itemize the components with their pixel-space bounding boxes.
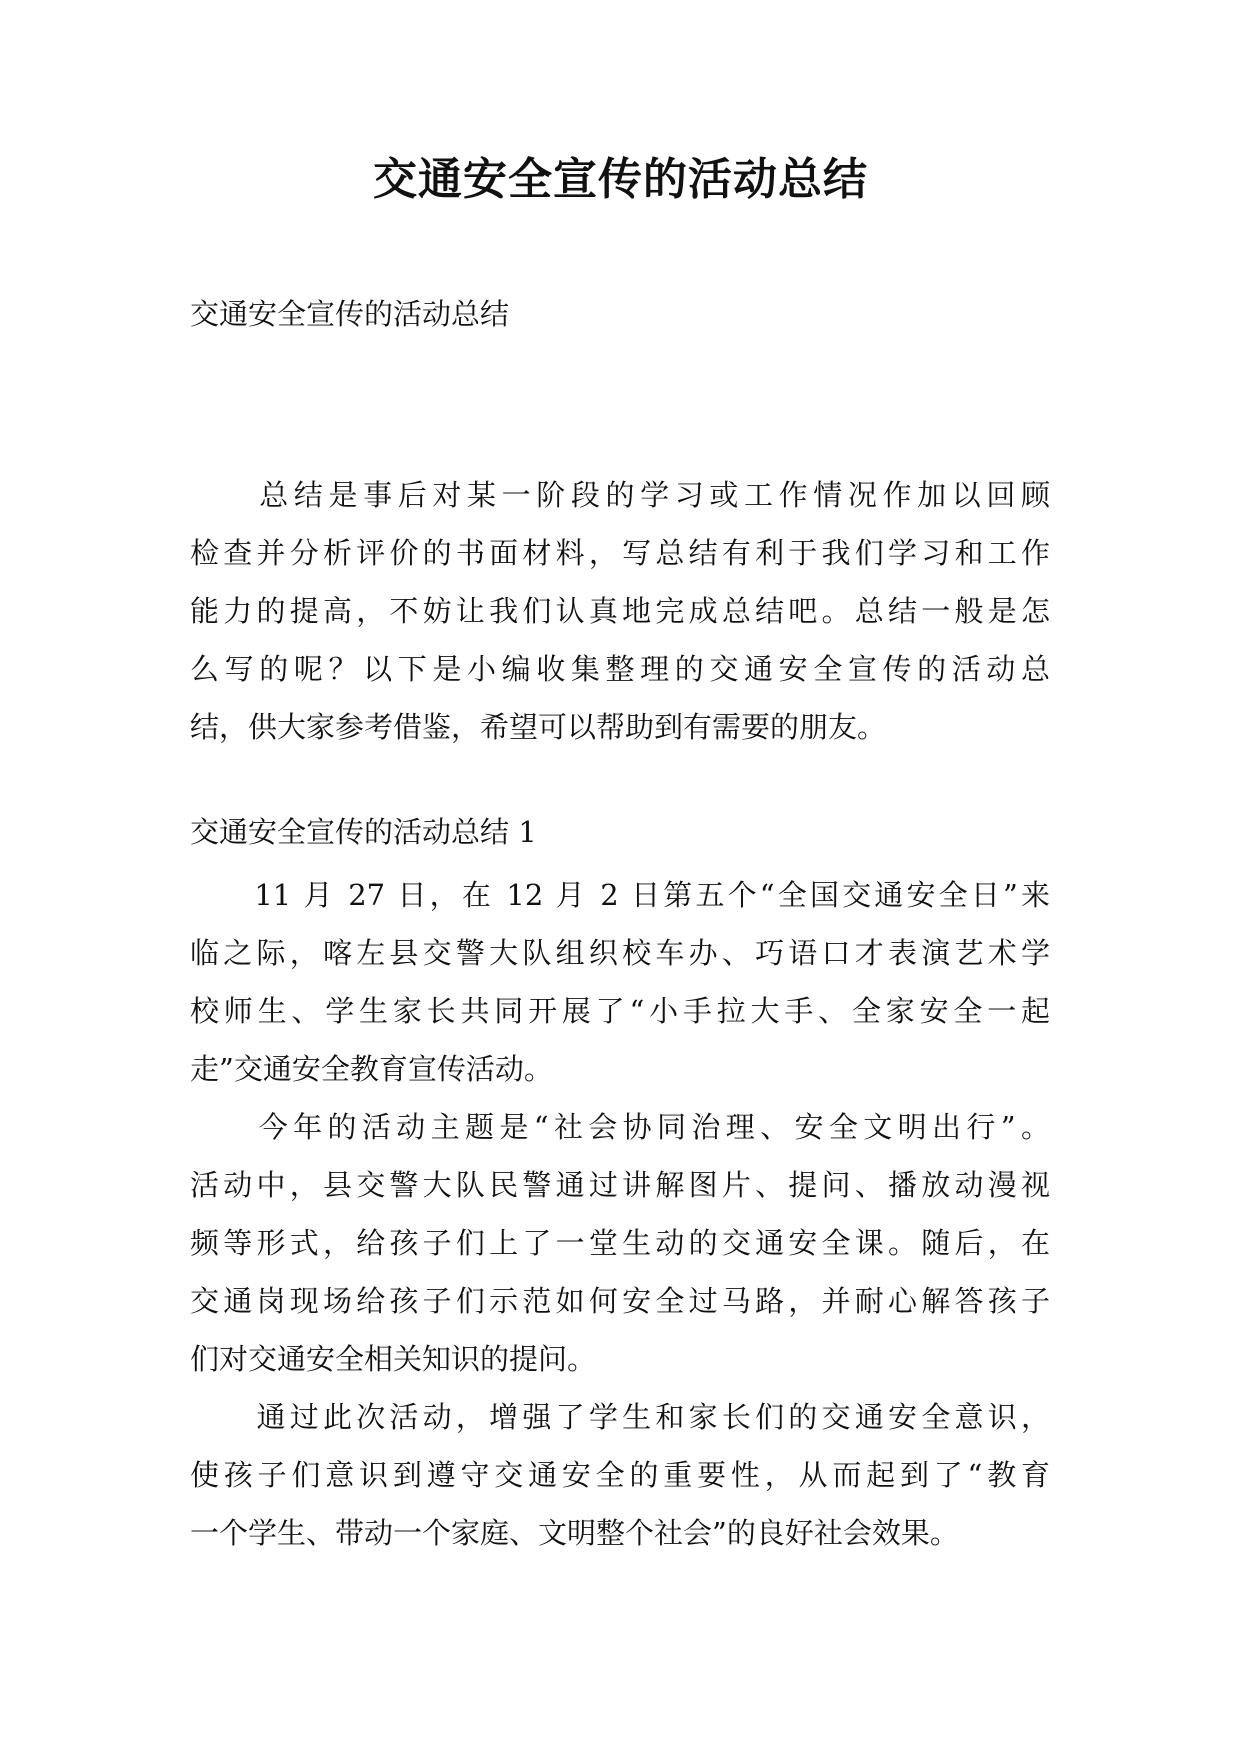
intro-line: 总结是事后对某一阶段的学习或工作情况作加以回顾	[190, 478, 1050, 512]
intro-line: 能力的提高，不妨让我们认真地完成总结吧。总结一般是怎	[190, 594, 1050, 628]
paragraph-line: 们对交通安全相关知识的提问。	[190, 1342, 597, 1376]
document-subtitle: 交通安全宣传的活动总结	[190, 297, 510, 331]
body-paragraph-1	[190, 866, 1050, 1098]
section-heading: 交通安全宣传的活动总结 1	[190, 815, 537, 849]
body-paragraph-3	[190, 1388, 1050, 1562]
paragraph-line: 临之际，喀左县交警大队组织校车办、巧语口才表演艺术学	[190, 936, 1050, 970]
intro-line: 结，供大家参考借鉴，希望可以帮助到有需要的朋友。	[190, 710, 887, 744]
body-paragraph-2	[190, 1098, 1050, 1388]
intro-line: 检查并分析评价的书面材料，写总结有利于我们学习和工作	[190, 536, 1050, 570]
intro-paragraph	[190, 466, 1050, 756]
paragraph-line: 频等形式，给孩子们上了一堂生动的交通安全课。随后，在	[190, 1226, 1050, 1260]
paragraph-line: 今年的活动主题是“社会协同治理、安全文明出行”。	[190, 1110, 1050, 1144]
paragraph-line: 交通岗现场给孩子们示范如何安全过马路，并耐心解答孩子	[190, 1284, 1050, 1318]
paragraph-line: 校师生、学生家长共同开展了“小手拉大手、全家安全一起	[190, 994, 1050, 1028]
paragraph-line: 通过此次活动，增强了学生和家长们的交通安全意识，	[190, 1400, 1050, 1434]
paragraph-line: 使孩子们意识到遵守交通安全的重要性，从而起到了“教育	[190, 1458, 1050, 1492]
paragraph-line: 11 月 27 日，在 12 月 2 日第五个“全国交通安全日”来	[190, 878, 1050, 912]
intro-line: 么写的呢？以下是小编收集整理的交通安全宣传的活动总	[190, 652, 1050, 686]
paragraph-line: 走”交通安全教育宣传活动。	[190, 1052, 553, 1086]
document-title: 交通安全宣传的活动总结	[373, 154, 868, 205]
paragraph-line: 活动中，县交警大队民警通过讲解图片、提问、播放动漫视	[190, 1168, 1050, 1202]
paragraph-line: 一个学生、带动一个家庭、文明整个社会”的良好社会效果。	[190, 1516, 959, 1550]
